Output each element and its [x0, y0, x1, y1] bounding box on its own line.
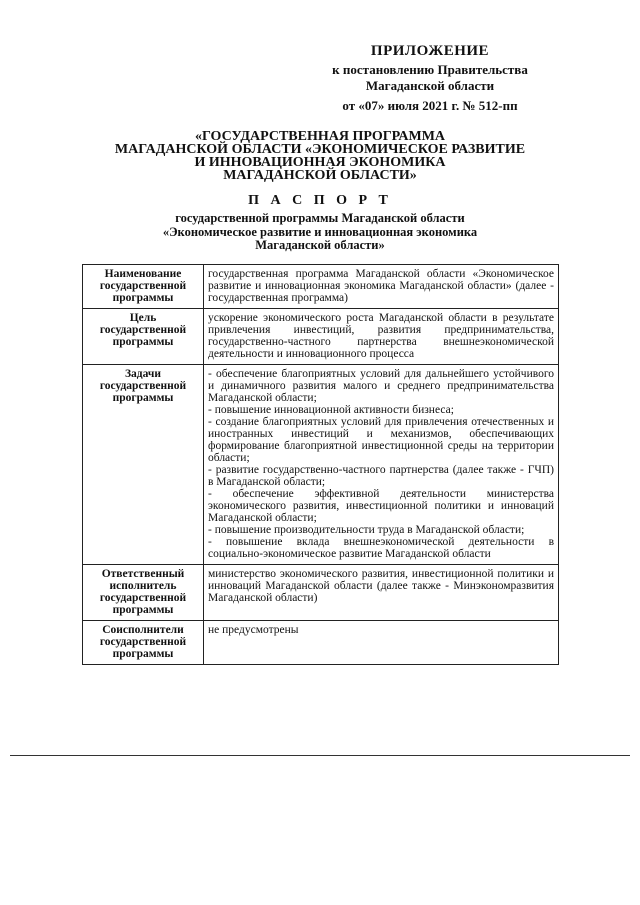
- task-item: - развитие государственно-частного партнерства (далее также - ГЧП) в Магаданской области;: [208, 464, 554, 488]
- task-item: - обеспечение благоприятных условий для дальнейшего устойчивого и динамичного развития малого и среднего предпринимательства Магаданской области;: [208, 368, 554, 404]
- row-value-goal: ускорение экономического роста Магаданской области в результате привлечения инвестиций, развития предпринимательства, государственно-частного партнерства внешнеэкономической деятельности и инновационного процесса: [204, 309, 559, 365]
- appendix-line-2: Магаданской области: [365, 78, 495, 93]
- task-item: - повышение инновационной активности бизнеса;: [208, 404, 454, 416]
- task-item: - создание благоприятных условий для привлечения отечественных и иностранных инвестиций и механизмов, обеспечивающих формирование благоприятной инвестиционной среды на территории области;: [208, 416, 554, 464]
- task-item: - обеспечение эффективной деятельности министерства экономического развития, инвестиционной политики и инноваций Магаданской области;: [208, 488, 554, 524]
- passport-subtitle-line-3: Магаданской области»: [255, 238, 385, 252]
- table-row: [83, 309, 559, 365]
- passport-table: [82, 264, 559, 665]
- program-title-line-3: И ИННОВАЦИОННАЯ ЭКОНОМИКА: [194, 155, 446, 170]
- row-value-tasks: [204, 365, 559, 565]
- program-title-line-1: «ГОСУДАРСТВЕННАЯ ПРОГРАММА: [194, 129, 446, 144]
- task-item: - повышение вклада внешнеэкономической деятельности в социально-экономическое развитие Магаданской области: [208, 536, 554, 560]
- appendix-block: [300, 43, 560, 114]
- program-title-line-2: МАГАДАНСКОЙ ОБЛАСТИ «ЭКОНОМИЧЕСКОЕ РАЗВИТИЕ: [114, 142, 526, 157]
- row-value-coexecutors: не предусмотрены: [204, 621, 559, 665]
- row-label-goal: Цель государственной программы: [83, 309, 204, 365]
- program-title: [80, 130, 560, 182]
- page-divider: [10, 755, 630, 756]
- row-label-tasks: Задачи государственной программы: [83, 365, 204, 565]
- row-label-name: Наименование государственной программы: [83, 265, 204, 309]
- table-row: [83, 565, 559, 621]
- appendix-date: от «07» июля 2021 г. № 512-пп: [342, 98, 518, 113]
- table-row: [83, 265, 559, 309]
- table-row: [83, 621, 559, 665]
- row-value-name: государственная программа Магаданской области «Экономическое развитие и инновационная экономика Магаданской области» (далее - государственная программа): [204, 265, 559, 309]
- row-label-coexecutors: Соисполнители государственной программы: [83, 621, 204, 665]
- program-title-line-4: МАГАДАНСКОЙ ОБЛАСТИ»: [223, 168, 417, 183]
- passport-subtitle-line-1: государственной программы Магаданской области: [175, 211, 465, 225]
- appendix-heading: ПРИЛОЖЕНИЕ: [370, 43, 490, 59]
- row-value-executor: министерство экономического развития, инвестиционной политики и инноваций Магаданской области (далее также - Минэкономразвития Магаданской области): [204, 565, 559, 621]
- passport-heading: П А С П О Р Т: [248, 193, 392, 208]
- passport-subtitle-line-2: «Экономическое развитие и инновационная экономика: [162, 224, 478, 239]
- task-item: - повышение производительности труда в Магаданской области;: [208, 524, 525, 536]
- passport-subtitle: [80, 212, 560, 253]
- appendix-line-1: к постановлению Правительства: [332, 62, 528, 77]
- table-row: [83, 365, 559, 565]
- row-label-executor: Ответственный исполнитель государственной программы: [83, 565, 204, 621]
